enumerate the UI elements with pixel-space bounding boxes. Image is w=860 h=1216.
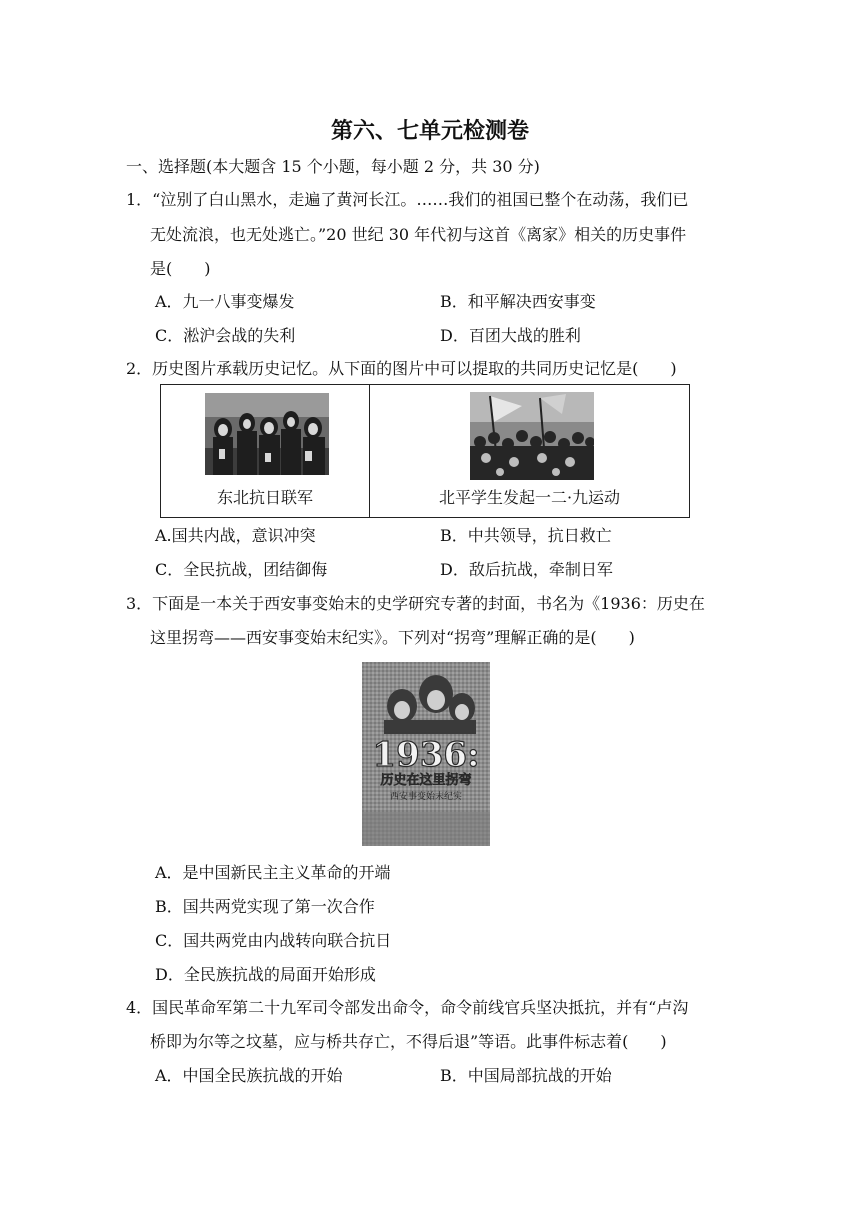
cover-year-text: 1936: [372, 735, 480, 775]
question-3-line-2: 这里拐弯——西安事变始末纪实》。下列对“拐弯”理解正确的是( ) [150, 628, 635, 647]
image-caption-left: 东北抗日联军 [216, 488, 313, 507]
image-table [160, 384, 690, 518]
question-2-option-a: A.国共内战，意识冲突 [155, 526, 316, 545]
question-1-line-3: 是( ) [150, 259, 211, 278]
page-title: 第六、七单元检测卷 [330, 119, 529, 144]
question-2-option-b: B．中共领导，抗日救亡 [440, 526, 612, 545]
question-2-option-c: C．全民抗战，团结御侮 [155, 560, 328, 579]
question-2-option-d: D．敌后抗战，牵制日军 [440, 560, 613, 579]
question-1-line-2: 无处流浪，也无处逃亡。”20 世纪 30 年代初与这首《离家》相关的历史事件 [150, 225, 687, 244]
question-3-line-1: 3．下面是一本关于西安事变始末的史学研究专著的封面，书名为《1936：历史在 [126, 594, 705, 613]
question-4-option-b: B．中国局部抗战的开始 [440, 1066, 612, 1085]
question-3-option-c: C．国共两党由内战转向联合抗日 [155, 931, 392, 950]
photo-december-ninth-movement [470, 392, 594, 480]
image-cell-left [161, 385, 369, 517]
question-4-line-1: 4．国民革命军第二十九军司令部发出命令，命令前线官兵坚决抵抗，并有“卢沟 [126, 998, 689, 1017]
question-3-option-a: A．是中国新民主主义革命的开端 [155, 863, 391, 882]
question-2-line-1: 2．历史图片承载历史记忆。从下面的图片中可以提取的共同历史记忆是( ) [126, 359, 677, 378]
question-1-option-b: B．和平解决西安事变 [440, 292, 596, 311]
question-3-option-d: D．全民族抗战的局面开始形成 [155, 965, 376, 984]
question-1-option-c: C．淞沪会战的失利 [155, 326, 296, 345]
section-heading: 一、选择题(本大题含 15 个小题，每小题 2 分，共 30 分) [126, 157, 540, 176]
question-4-line-2: 桥即为尔等之坟墓，应与桥共存亡，不得后退”等语。此事件标志着( ) [150, 1032, 667, 1051]
question-4-option-a: A．中国全民族抗战的开始 [155, 1066, 343, 1085]
image-cell-right [370, 385, 689, 517]
question-1-line-1: 1．“泣别了白山黑水，走遍了黄河长江。……我们的祖国已整个在动荡，我们已 [126, 190, 689, 209]
cover-subtitle-text: 西安事变始末纪实 [389, 792, 463, 802]
image-caption-right: 北平学生发起一二·九运动 [438, 488, 621, 507]
book-cover-image [362, 662, 490, 846]
question-3-option-b: B．国共两党实现了第一次合作 [155, 897, 375, 916]
cover-title-text: 历史在这里拐弯 [380, 773, 472, 788]
photo-northeast-anti-japanese-army [205, 393, 329, 475]
question-1-option-a: A．九一八事变爆发 [155, 292, 295, 311]
question-1-option-d: D．百团大战的胜利 [440, 326, 581, 345]
